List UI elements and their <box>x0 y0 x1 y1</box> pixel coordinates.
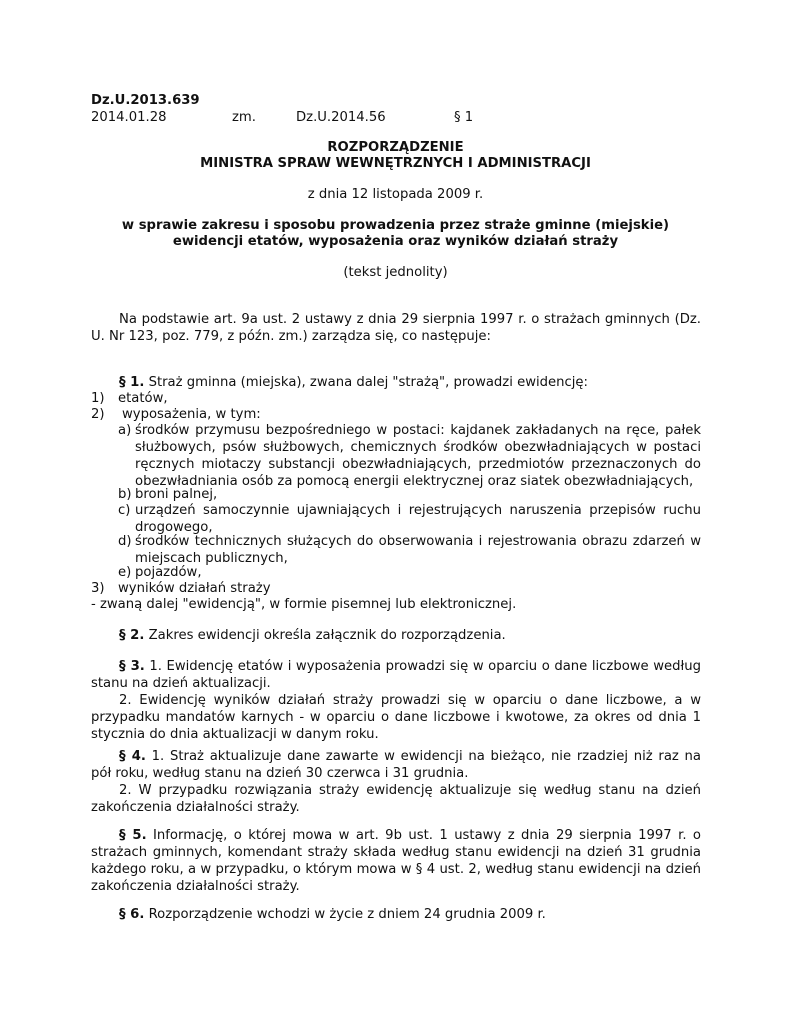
paragraph-mark: § 3. <box>119 659 145 674</box>
paragraph-mark: § 2. <box>119 628 145 643</box>
sublist-item-letter: c) <box>118 503 131 518</box>
text-line: zakończenia działalności straży. <box>91 879 300 894</box>
sublist-item-text <box>135 502 701 536</box>
paragraph-1-closing: - zwaną dalej "ewidencją", w formie pisemnej lub elektronicznej. <box>91 597 517 612</box>
document-type: ROZPORZĄDZENIE <box>327 140 464 155</box>
text-segment: 1. Ewidencję etatów i wyposażenia prowadzi się w oparciu o dane liczbowe według <box>149 659 701 674</box>
paragraph-mark: § 6. <box>119 907 145 922</box>
text-line: przypadku mandatów karnych - w oparciu o dane liczbowe i kwotowe, za okres od dnia 1 <box>91 710 701 725</box>
preamble-line: U. Nr 123, poz. 779, z późn. zm.) zarządza się, co następuje: <box>91 329 491 344</box>
list-item-number: 3) <box>91 581 105 596</box>
text-segment: Informację, o której mowa w art. 9b ust. 1 ustawy z dnia 29 sierpnia 1997 r. o <box>153 828 702 843</box>
preamble <box>91 311 701 345</box>
text-line: każdego roku, a w przypadku, o którym mowa w § 4 ust. 2, według stanu ewidencji na dzień <box>91 862 701 877</box>
paragraph-mark: § 4. <box>119 749 146 764</box>
text-line: zakończenia działalności straży. <box>91 800 300 815</box>
issuing-authority: MINISTRA SPRAW WEWNĘTRZNYCH I ADMINISTRACJI <box>200 156 591 171</box>
paragraph-mark: § 5. <box>119 828 147 843</box>
paragraph-3 <box>91 658 701 743</box>
paragraph-2 <box>119 627 506 644</box>
text-line: pół roku, według stanu na dzień 30 czerwca i 31 grudnia. <box>91 766 469 781</box>
text-line: środków technicznych służących do obserwowania i rejestrowania obrazu zdarzeń w <box>135 534 701 549</box>
list-item-text: etatów, <box>118 391 168 406</box>
text-line <box>91 658 701 675</box>
paragraph-5 <box>91 827 701 895</box>
text-line: środków przymusu bezpośredniego w postaci: kajdanek zakładanych na ręce, pałek <box>135 423 701 438</box>
amendment-reference: Dz.U.2014.56 <box>296 110 386 125</box>
paragraph-4 <box>91 748 701 816</box>
issue-date: z dnia 12 listopada 2009 r. <box>307 187 484 202</box>
list-item-text: wyników działań straży <box>118 581 271 596</box>
sublist-item-text: pojazdów, <box>135 565 202 580</box>
list-item-text: wyposażenia, w tym: <box>122 407 261 422</box>
paragraph-text: Rozporządzenie wchodzi w życie z dniem 24 grudnia 2009 r. <box>148 907 546 922</box>
sublist-item-letter: d) <box>118 534 132 549</box>
text-line: urządzeń samoczynnie ujawniających i rejestrujących naruszenia przepisów ruchu <box>135 503 701 518</box>
journal-reference: Dz.U.2013.639 <box>91 93 200 108</box>
list-item-number: 1) <box>91 391 105 406</box>
paragraph-6 <box>119 906 546 923</box>
text-line <box>91 748 701 765</box>
amendment-label: zm. <box>232 110 256 125</box>
text-line: miejscach publicznych, <box>135 551 288 566</box>
consolidation-date: 2014.01.28 <box>91 110 167 125</box>
subject-line-1: w sprawie zakresu i sposobu prowadzenia przez straże gminne (miejskie) <box>121 218 670 233</box>
sublist-item-text <box>135 422 701 490</box>
sublist-item-text <box>135 533 701 567</box>
sublist-item-letter: b) <box>118 487 132 502</box>
consolidated-text-note: (tekst jednolity) <box>343 265 448 280</box>
preamble-line: Na podstawie art. 9a ust. 2 ustawy z dnia 29 sierpnia 1997 r. o strażach gminnych (Dz. <box>119 312 701 327</box>
subject-line-2: ewidencji etatów, wyposażenia oraz wyników działań straży <box>172 234 619 249</box>
sublist-item-letter: e) <box>118 565 132 580</box>
text-line: stanu na dzień aktualizacji. <box>91 676 271 691</box>
text-segment: 1. Straż aktualizuje dane zawarte w ewidencji na bieżąco, nie rzadziej niż raz na <box>151 749 701 764</box>
sublist-item-letter: a) <box>118 423 132 438</box>
text-line: stycznia do dnia aktualizacji w danym roku. <box>91 727 379 742</box>
text-line: drogowego, <box>135 520 213 535</box>
text-line <box>91 827 701 844</box>
text-line: 2. W przypadku rozwiązania straży ewidencję aktualizuje się według stanu na dzień <box>119 783 701 798</box>
paragraph-text: Zakres ewidencji określa załącznik do rozporządzenia. <box>148 628 506 643</box>
paragraph-1-intro <box>119 374 588 391</box>
text-line: służbowych, psów służbowych, chemicznych środków obezwładniających w postaci <box>135 440 701 455</box>
text-line: strażach gminnych, komendant straży składa według stanu ewidencji na dzień 31 grudnia <box>91 845 701 860</box>
list-item-number: 2) <box>91 407 105 422</box>
text-line: obezwładniania osób za pomocą energii elektrycznej oraz siatek obezwładniających, <box>135 474 694 489</box>
paragraph-mark: § 1. <box>119 375 145 390</box>
section-reference: § 1 <box>454 110 474 125</box>
paragraph-text: Straż gminna (miejska), zwana dalej "strażą", prowadzi ewidencję: <box>148 375 588 390</box>
sublist-item-text: broni palnej, <box>135 487 218 502</box>
text-line: ręcznych miotaczy substancji obezwładniających, przedmiotów przeznaczonych do <box>135 457 701 472</box>
text-line: 2. Ewidencję wyników działań straży prowadzi się w oparciu o dane liczbowe, a w <box>119 693 701 708</box>
